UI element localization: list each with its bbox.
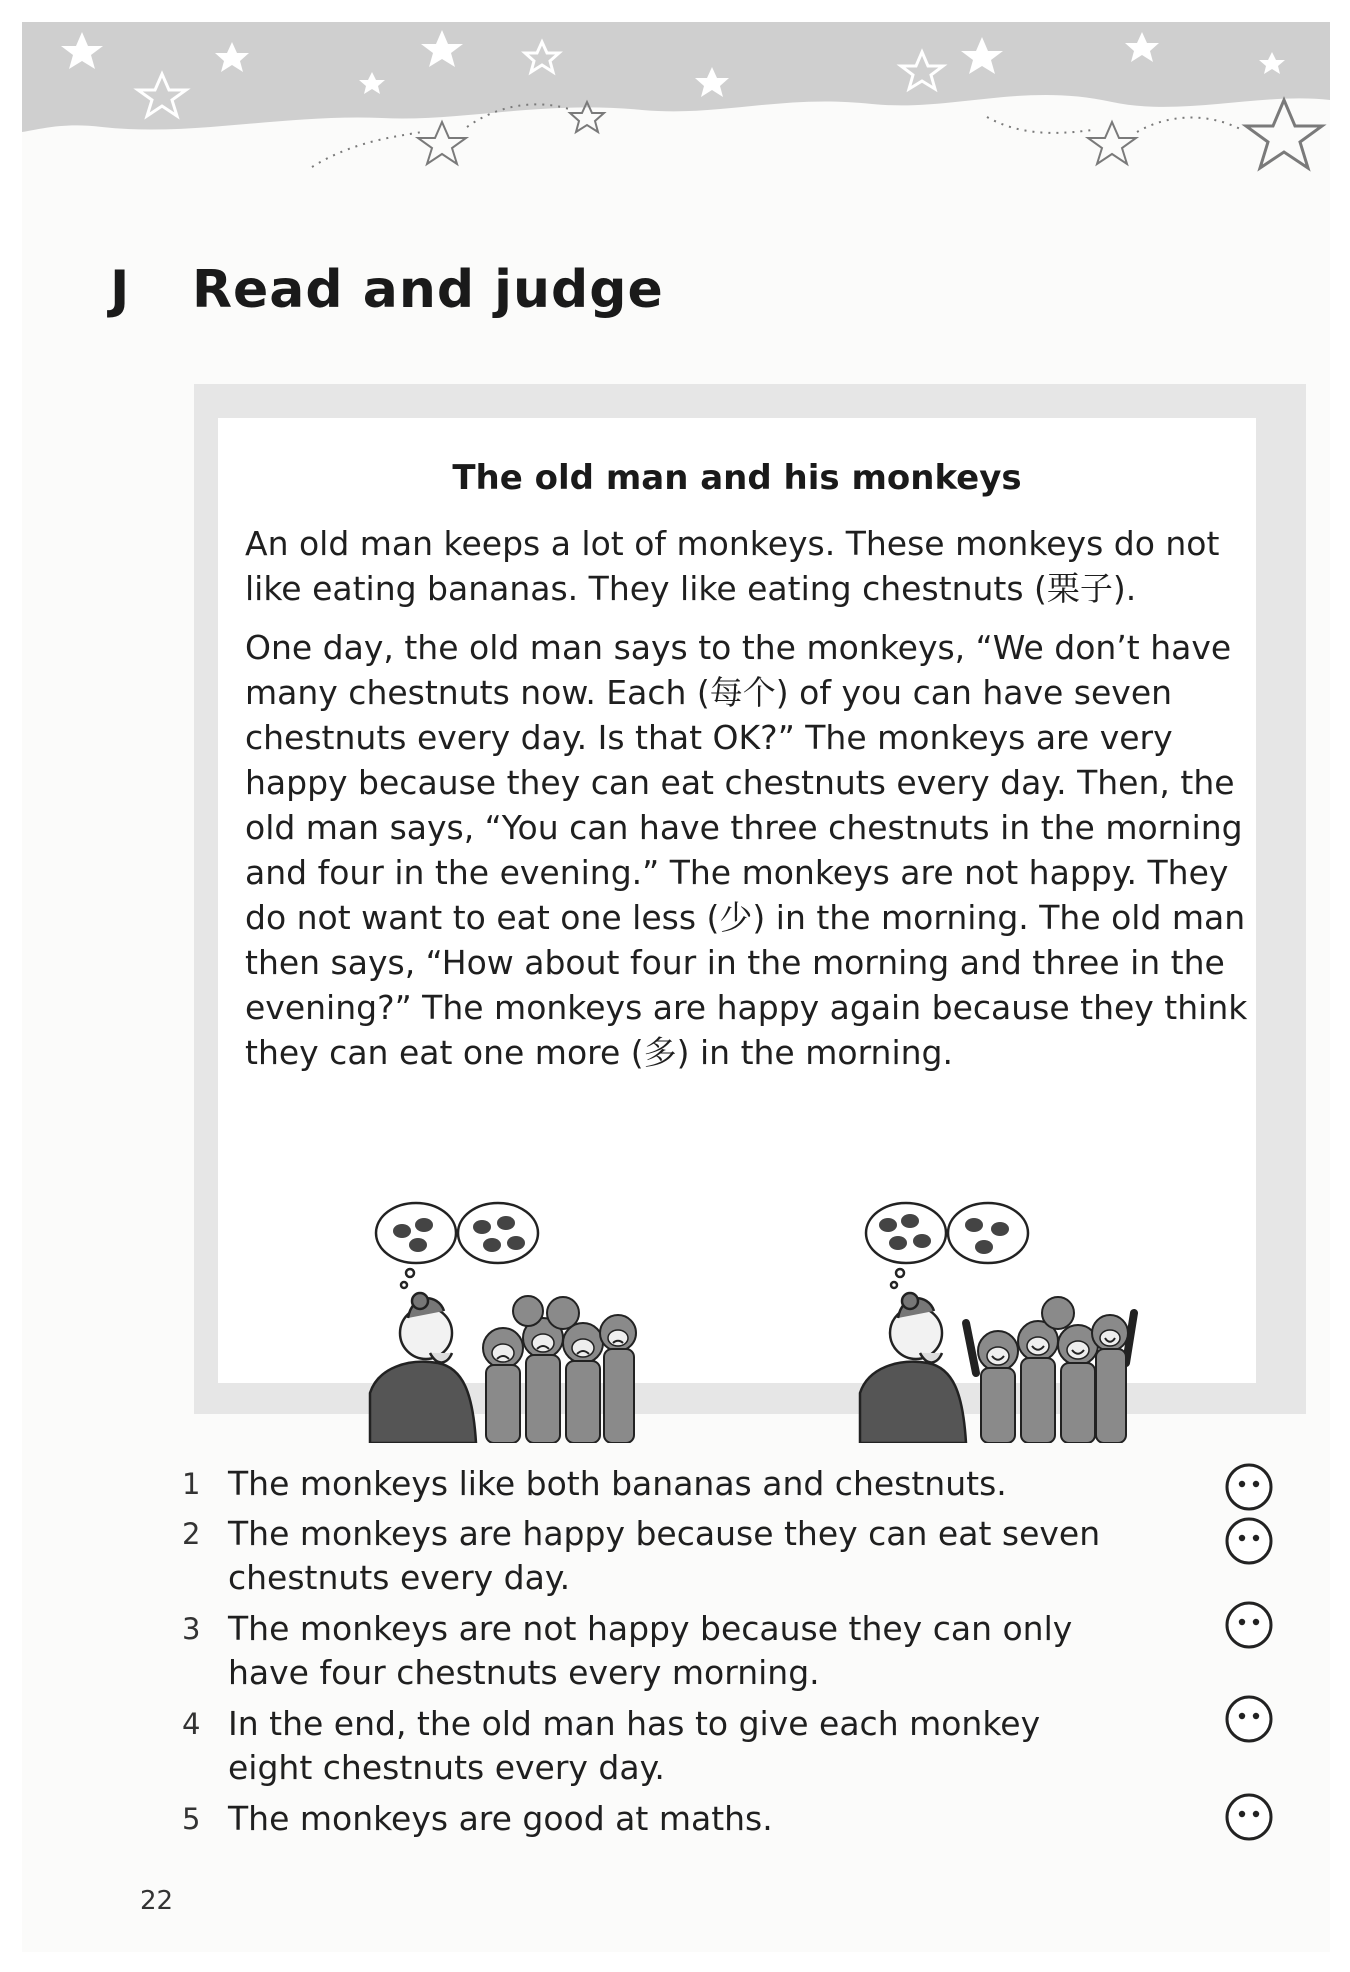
- smiley-face-icon[interactable]: [1224, 1792, 1274, 1842]
- smiley-face-icon[interactable]: [1224, 1694, 1274, 1744]
- question-text: The monkeys are not happy because they can only have four chestnuts every morning.: [228, 1609, 1073, 1692]
- story-body: [245, 521, 1250, 1089]
- story-paragraph: An old man keeps a lot of monkeys. These monkeys do not like eating bananas. They like eating chestnuts (栗子).: [245, 524, 1220, 608]
- reading-passage: [218, 418, 1256, 1383]
- story-paragraph: One day, the old man says to the monkeys, “We don’t have many chestnuts now. Each (每个) of you can have seven chestnuts every day. Is that OK?” The monkeys are very happy because they can eat chestnuts every day. Then, the old man says, “You can have three chestnuts in the morning and four in the evening.” The monkeys are not happy. They do not want to eat one less (少) in the morning. The old man then says, “How about four in the morning and three in the evening?” The monkeys are happy again because they think they can eat one more (多) in the morning.: [245, 628, 1248, 1072]
- reading-passage-frame: [194, 384, 1306, 1414]
- question-number: 4: [182, 1707, 201, 1741]
- smiley-face-icon[interactable]: [1224, 1600, 1274, 1650]
- question-text: In the end, the old man has to give each monkey eight chestnuts every day.: [228, 1704, 1041, 1787]
- star-banner: [22, 22, 1330, 212]
- question-number: 3: [182, 1612, 201, 1646]
- section-letter: J: [110, 260, 131, 320]
- old-man-with-unhappy-monkeys-icon: [368, 1193, 648, 1443]
- question-text: The monkeys are good at maths.: [228, 1799, 773, 1838]
- old-man-with-happy-monkeys-icon: [858, 1193, 1138, 1443]
- star-banner-graphic: [22, 22, 1330, 212]
- question-text: The monkeys like both bananas and chestnuts.: [228, 1464, 1007, 1503]
- smiley-face-icon[interactable]: [1224, 1516, 1274, 1566]
- story-title: The old man and his monkeys: [452, 458, 1022, 498]
- workbook-page: [22, 22, 1330, 1952]
- smiley-face-icon[interactable]: [1224, 1462, 1274, 1512]
- question-number: 2: [182, 1517, 201, 1551]
- section-heading: [110, 260, 664, 320]
- question-text: The monkeys are happy because they can eat seven chestnuts every day.: [228, 1514, 1101, 1597]
- question-number: 1: [182, 1467, 201, 1501]
- question-number: 5: [182, 1802, 201, 1836]
- section-title: Read and judge: [192, 260, 664, 320]
- page-number: 22: [140, 1886, 174, 1916]
